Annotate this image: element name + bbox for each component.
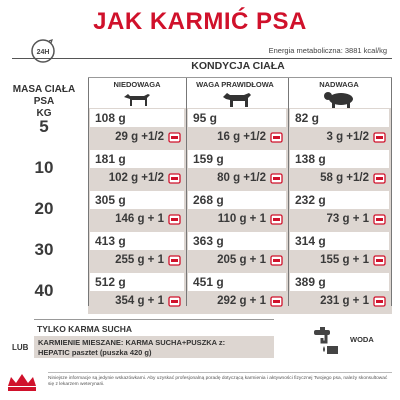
dry-amount: 314 g bbox=[290, 232, 389, 250]
table-cell bbox=[90, 232, 184, 269]
mixed-amount bbox=[188, 252, 286, 269]
weight-label: 20 bbox=[34, 199, 54, 218]
mixed-amount bbox=[188, 129, 286, 146]
weight-label: 10 bbox=[34, 158, 54, 177]
col-head-nadwaga: NADWAGA bbox=[319, 80, 359, 89]
can-icon bbox=[168, 295, 181, 308]
mixed-amount bbox=[290, 211, 389, 228]
col-head-niedowaga: NIEDOWAGA bbox=[113, 80, 161, 89]
mixed-amount-text: 73 g + 1 bbox=[326, 213, 369, 225]
mixed-amount-text: 3 g +1/2 bbox=[326, 131, 369, 143]
clock-24h-icon bbox=[30, 38, 56, 64]
footer-line bbox=[48, 372, 392, 373]
header-sub-line bbox=[88, 77, 392, 78]
dry-amount: 181 g bbox=[90, 150, 184, 168]
water-tap-icon bbox=[312, 326, 340, 356]
mixed-amount-text: 231 g + 1 bbox=[320, 295, 369, 307]
water-label: WODA bbox=[350, 335, 374, 344]
mixed-amount bbox=[90, 129, 184, 146]
table-cell bbox=[90, 109, 184, 146]
dry-amount: 389 g bbox=[290, 273, 389, 291]
weight-label: 40 bbox=[34, 281, 54, 300]
dry-amount: 82 g bbox=[290, 109, 389, 127]
clock-label: 24H bbox=[36, 49, 50, 56]
mixed-amount bbox=[290, 170, 389, 187]
mixed-amount bbox=[188, 293, 286, 310]
dry-amount: 232 g bbox=[290, 191, 389, 209]
mixed-amount bbox=[188, 211, 286, 228]
dry-amount: 305 g bbox=[90, 191, 184, 209]
can-icon bbox=[168, 213, 181, 226]
table-cell bbox=[188, 273, 286, 310]
dry-amount: 413 g bbox=[90, 232, 184, 250]
col-head-waga-prawidlowa: WAGA PRAWIDŁOWA bbox=[196, 80, 274, 89]
col-separator bbox=[88, 78, 89, 306]
legend-or: LUB bbox=[12, 343, 29, 352]
can-icon bbox=[373, 254, 386, 267]
col-separator bbox=[288, 78, 289, 306]
can-icon bbox=[168, 172, 181, 185]
dry-amount: 512 g bbox=[90, 273, 184, 291]
masa-line-1: MASA CIAŁA bbox=[12, 84, 76, 95]
can-icon bbox=[270, 213, 283, 226]
mixed-amount-text: 16 g +1/2 bbox=[217, 131, 266, 143]
disclaimer: Niniejsze informacje są jedynie wskazówkami. Aby uzyskać profesjonalną poradę dotyczącą karmienia i aktywności fizycznej Twojego psa, należy skonsultować się z lekarzem weterynarii. bbox=[48, 376, 388, 387]
table-cell bbox=[188, 109, 286, 146]
table-cell bbox=[290, 191, 389, 228]
mixed-amount-text: 29 g +1/2 bbox=[115, 131, 164, 143]
legend-mixed-line-1: KARMIENIE MIESZANE: KARMA SUCHA+PUSZKA z: bbox=[38, 338, 226, 347]
can-icon bbox=[270, 172, 283, 185]
legend-mixed-box bbox=[34, 336, 274, 358]
mixed-amount-text: 205 g + 1 bbox=[217, 254, 266, 266]
dry-amount: 138 g bbox=[290, 150, 389, 168]
table-cell bbox=[290, 150, 389, 187]
mixed-amount bbox=[290, 129, 389, 146]
can-icon bbox=[373, 131, 386, 144]
legend-mixed-line-2: HEPATIC pasztet (puszka 420 g) bbox=[38, 348, 152, 357]
can-icon bbox=[373, 213, 386, 226]
table-cell bbox=[90, 150, 184, 187]
page-title: JAK KARMIĆ PSA bbox=[93, 8, 307, 35]
table-cell bbox=[290, 109, 389, 146]
mixed-amount-text: 110 g + 1 bbox=[217, 213, 266, 225]
can-icon bbox=[168, 131, 181, 144]
mixed-amount-text: 354 g + 1 bbox=[115, 295, 164, 307]
dry-amount: 159 g bbox=[188, 150, 286, 168]
mixed-amount bbox=[90, 211, 184, 228]
table-cell bbox=[188, 191, 286, 228]
mixed-amount bbox=[188, 170, 286, 187]
energy-info: Energia metaboliczna: 3881 kcal/kg bbox=[268, 46, 387, 55]
can-icon bbox=[270, 254, 283, 267]
masa-line-2: PSA bbox=[33, 96, 55, 107]
table-cell bbox=[90, 191, 184, 228]
header-top-line bbox=[12, 58, 392, 59]
overweight-dog-icon bbox=[322, 90, 358, 108]
mixed-amount bbox=[90, 293, 184, 310]
mixed-amount-text: 146 g + 1 bbox=[115, 213, 164, 225]
dry-amount: 451 g bbox=[188, 273, 286, 291]
col-separator bbox=[186, 78, 187, 306]
masa-line-3: KG bbox=[36, 108, 52, 119]
mixed-amount bbox=[290, 252, 389, 269]
dry-amount: 268 g bbox=[188, 191, 286, 209]
mixed-amount-text: 58 g +1/2 bbox=[320, 172, 369, 184]
masa-header bbox=[0, 84, 88, 120]
ideal-dog-icon bbox=[220, 90, 256, 108]
mixed-amount-text: 102 g +1/2 bbox=[108, 172, 164, 184]
mixed-amount bbox=[290, 293, 389, 310]
table-cell bbox=[290, 232, 389, 269]
table-cell bbox=[188, 150, 286, 187]
weight-label: 30 bbox=[34, 240, 54, 259]
table-cell bbox=[290, 273, 389, 310]
can-icon bbox=[270, 131, 283, 144]
can-icon bbox=[373, 295, 386, 308]
mixed-amount-text: 255 g + 1 bbox=[115, 254, 164, 266]
royal-canin-crown-logo bbox=[5, 372, 39, 394]
dry-amount: 108 g bbox=[90, 109, 184, 127]
mixed-amount-text: 155 g + 1 bbox=[320, 254, 369, 266]
dry-amount: 363 g bbox=[188, 232, 286, 250]
dry-amount: 95 g bbox=[188, 109, 286, 127]
mixed-amount-text: 292 g + 1 bbox=[217, 295, 266, 307]
can-icon bbox=[168, 254, 181, 267]
can-icon bbox=[270, 295, 283, 308]
mixed-amount bbox=[90, 170, 184, 187]
col-separator bbox=[391, 78, 392, 306]
mixed-amount-text: 80 g +1/2 bbox=[217, 172, 266, 184]
table-cell bbox=[90, 273, 184, 310]
mixed-amount bbox=[90, 252, 184, 269]
kondycja-header: KONDYCJA CIAŁA bbox=[191, 60, 285, 72]
can-icon bbox=[373, 172, 386, 185]
legend-dry-text: TYLKO KARMA SUCHA bbox=[37, 324, 133, 334]
weight-label: 5 bbox=[39, 117, 49, 136]
table-cell bbox=[188, 232, 286, 269]
thin-dog-icon bbox=[120, 90, 156, 108]
